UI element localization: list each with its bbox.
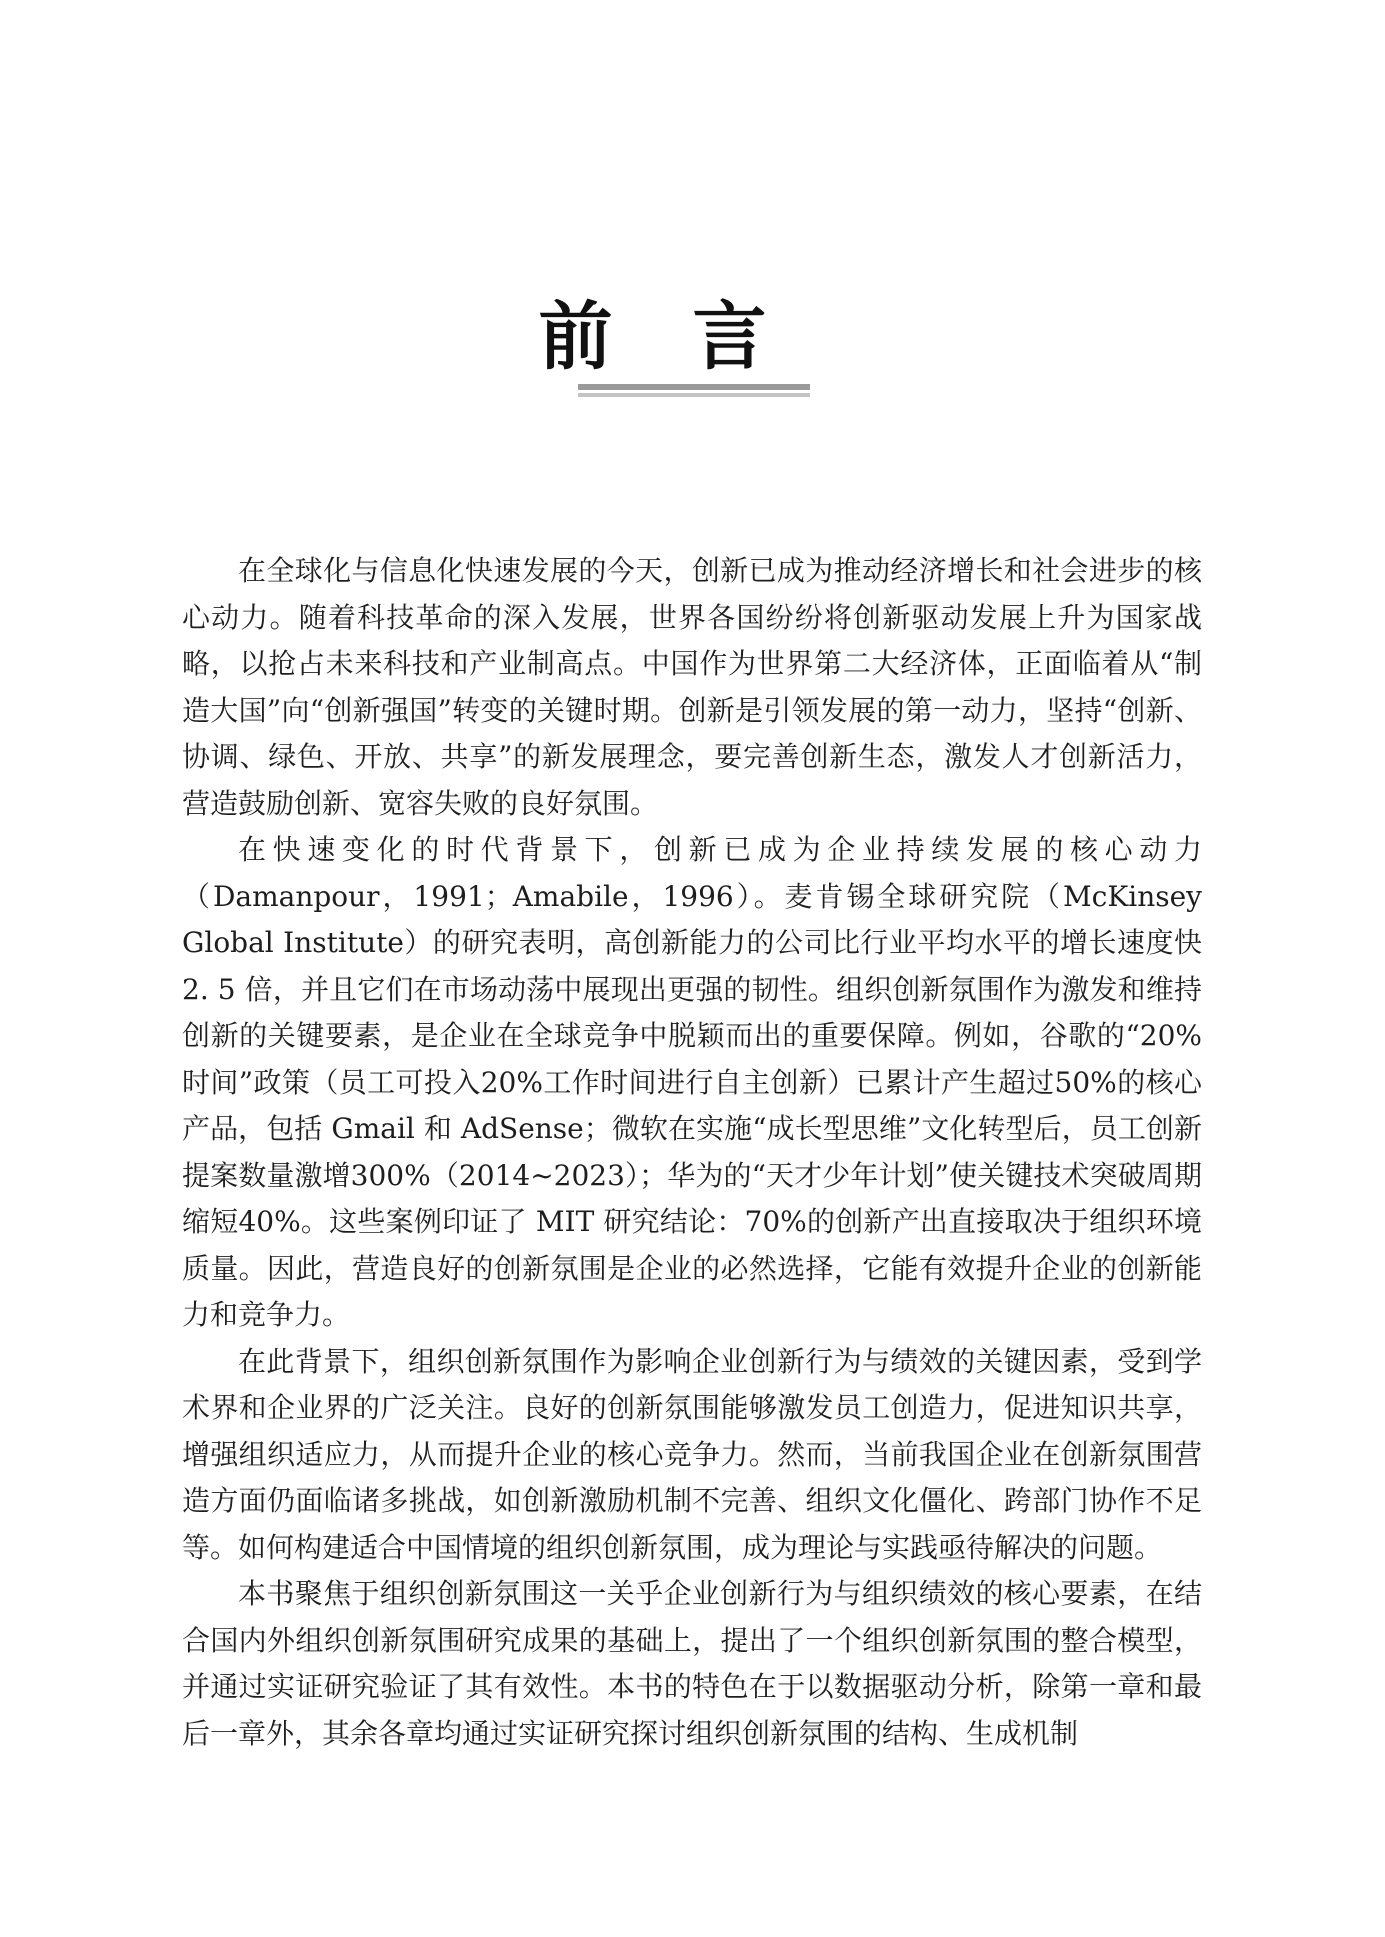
title-underline <box>578 384 810 398</box>
preface-body <box>182 548 1202 1757</box>
paragraph-2: 在快速变化的时代背景下，创新已成为企业持续发展的核心动力（Damanpour，1991；Amabile，1996）。麦肯锡全球研究院（McKinsey Global Institute）的研究表明，高创新能力的公司比行业平均水平的增长速度快 2. 5 倍，并且它们在市场动荡中展现出更强的韧性。组织创新氛围作为激发和维持创新的关键要素，是企业在全球竞争中脱颖而出的重要保障。例如，谷歌的“20%时间”政策（员工可投入20%工作时间进行自主创新）已累计产生超过50%的核心产品，包括 Gmail 和 AdSense；微软在实施“成长型思维”文化转型后，员工创新提案数量激增300%（2014~2023）；华为的“天才少年计划”使关键技术突破周期缩短40%。这些案例印证了 MIT 研究结论：70%的创新产出直接取决于组织环境质量。因此，营造良好的创新氛围是企业的必然选择，它能有效提升企业的创新能力和竞争力。 <box>182 833 1202 1331</box>
page-title: 前言 <box>538 294 847 380</box>
title-underline-thin <box>578 393 810 397</box>
paragraph-3: 在此背景下，组织创新氛围作为影响企业创新行为与绩效的关键因素，受到学术界和企业界的广泛关注。良好的创新氛围能够激发员工创造力，促进知识共享，增强组织适应力，从而提升企业的核心竞争力。然而，当前我国企业在创新氛围营造方面仍面临诸多挑战，如创新激励机制不完善、组织文化僵化、跨部门协作不足等。如何构建适合中国情境的组织创新氛围，成为理论与实践亟待解决的问题。 <box>182 1344 1202 1564</box>
paragraph-1: 在全球化与信息化快速发展的今天，创新已成为推动经济增长和社会进步的核心动力。随着科技革命的深入发展，世界各国纷纷将创新驱动发展上升为国家战略，以抢占未来科技和产业制高点。中国作为世界第二大经济体，正面临着从“制造大国”向“创新强国”转变的关键时期。创新是引领发展的第一动力，坚持“创新、协调、绿色、开放、共享”的新发展理念，要完善创新生态，激发人才创新活力，营造鼓励创新、宽容失败的良好氛围。 <box>182 554 1202 820</box>
paragraph-4: 本书聚焦于组织创新氛围这一关乎企业创新行为与组织绩效的核心要素，在结合国内外组织创新氛围研究成果的基础上，提出了一个组织创新氛围的整合模型，并通过实证研究验证了其有效性。本书的特色在于以数据驱动分析，除第一章和最后一章外，其余各章均通过实证研究探讨组织创新氛围的结构、生成机制 <box>182 1577 1202 1750</box>
title-block <box>0 294 1385 380</box>
title-underline-thick <box>578 384 810 390</box>
